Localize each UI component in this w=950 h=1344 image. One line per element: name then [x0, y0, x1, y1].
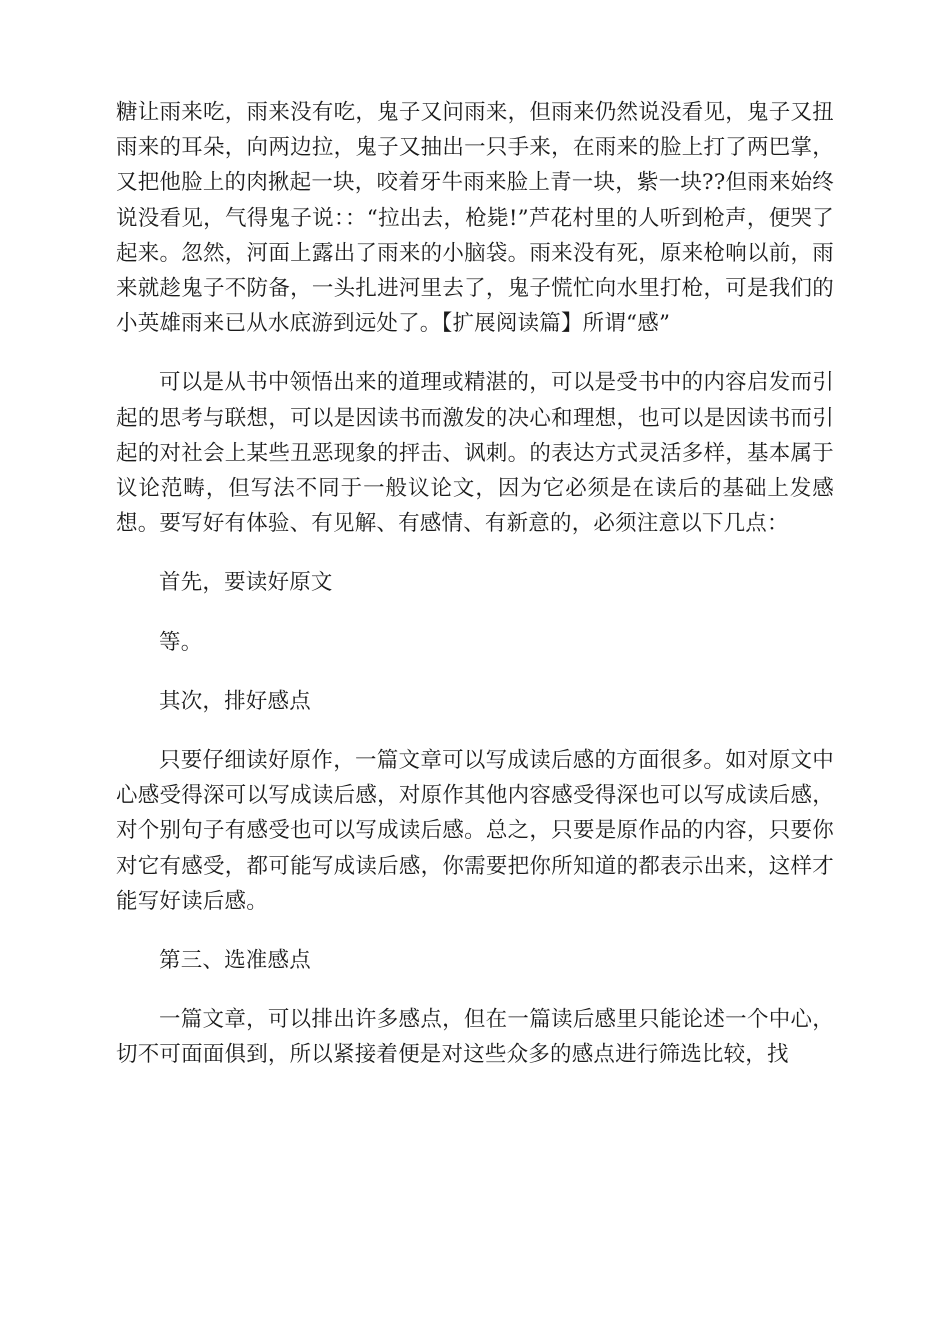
paragraph-third-point: 一篇文章，可以排出许多感点，但在一篇读后感里只能论述一个中心，切不可面面俱到，所以紧接着便是对这些众多的感点进行筛选比较，找	[116, 1007, 834, 1068]
paragraph-second-point: 只要仔细读好原作，一篇文章可以写成读后感的方面很多。如对原文中心感受得深可以写成读后感，对原作其他内容感受得深也可以写成读后感，对个别句子有感受也可以写成读后感。总之，只要是原作品的内容，只要你对它有感受，都可能写成读后感，你需要把你所知道的都表示出来，这样才能写好读后感。	[116, 748, 834, 914]
paragraph-etc: 等。	[159, 629, 203, 655]
heading-second-point: 其次，排好感点	[159, 688, 311, 714]
document-body	[116, 95, 834, 1097]
paragraph-definition: 可以是从书中领悟出来的道理或精湛的，可以是受书中的内容启发而引起的思考与联想，可以是因读书而激发的决心和理想，也可以是因读书而引起的对社会上某些丑恶现象的抨击、讽刺。的表达方式灵活多样，基本属于议论范畴，但写法不同于一般议论文，因为它必须是在读后的基础上发感想。要写好有体验、有见解、有感情、有新意的，必须注意以下几点：	[116, 370, 834, 537]
paragraph-story-continuation: 糖让雨来吃，雨来没有吃，鬼子又问雨来，但雨来仍然说没看见，鬼子又扭雨来的耳朵，向两边拉，鬼子又抽出一只手来，在雨来的脸上打了两巴掌，又把他脸上的肉揪起一块，咬着牙牛雨来脸上青一块，紫一块??但雨来始终说没看见，气得鬼子说：：“拉出去，枪毙!”芦花村里的人听到枪声，便哭了起来。忽然，河面上露出了雨来的小脑袋。雨来没有死，原来枪响以前，雨来就趁鬼子不防备，一头扎进河里去了，鬼子慌忙向水里打枪，可是我们的小英雄雨来已从水底游到远处了。【扩展阅读篇】所谓“感”	[116, 100, 834, 337]
heading-first-point: 首先，要读好原文	[159, 570, 333, 596]
heading-third-point: 第三、选准感点	[159, 948, 311, 974]
